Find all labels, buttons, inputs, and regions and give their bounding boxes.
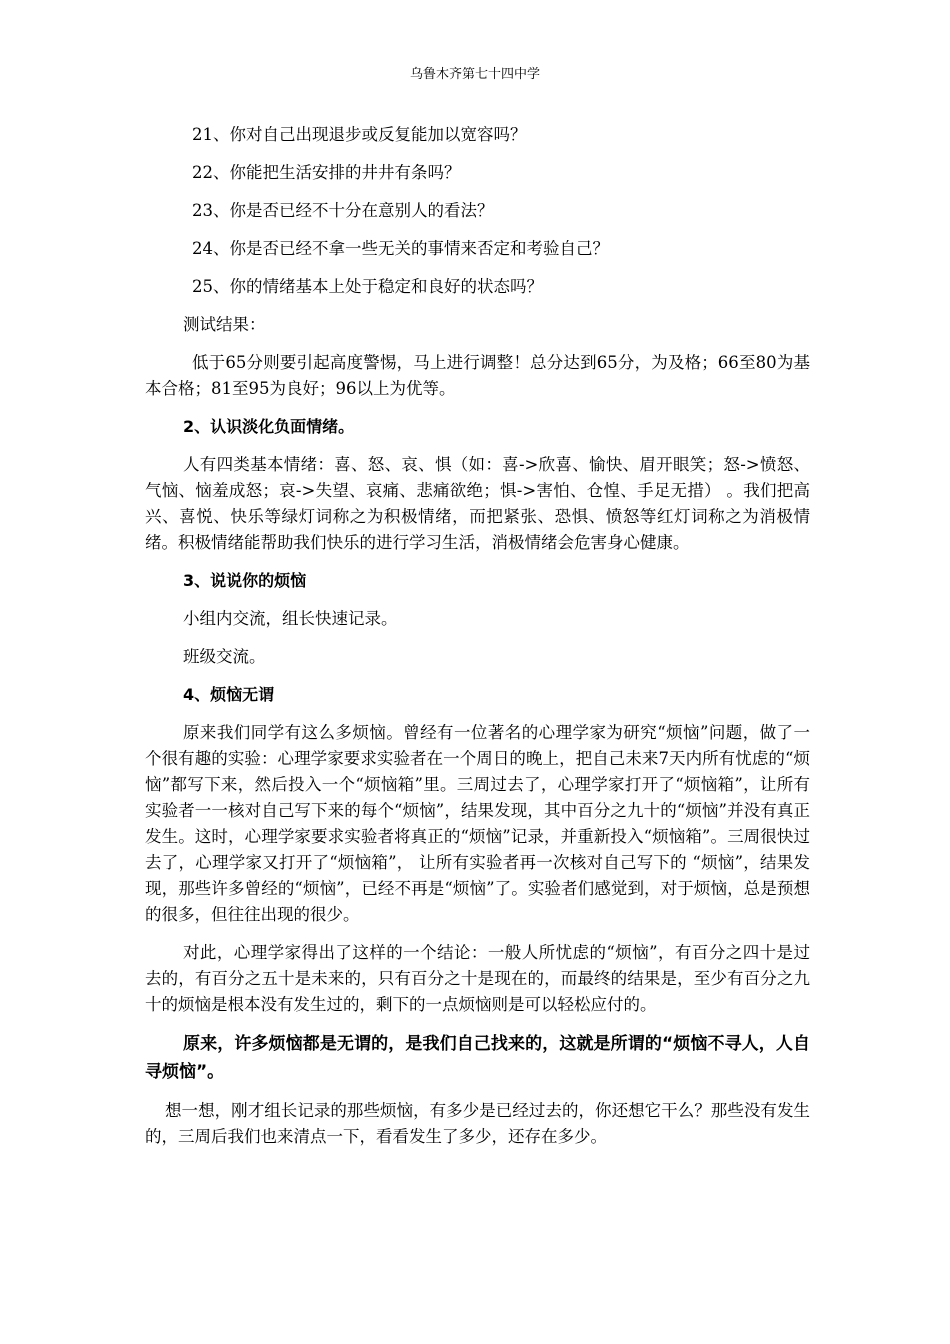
question-22: 22、你能把生活安排的井井有条吗？ bbox=[192, 163, 461, 182]
page-header: 乌鲁木齐第七十四中学 bbox=[409, 67, 540, 82]
question-21: 21、你对自己出现退步或反复能加以宽容吗？ bbox=[192, 125, 527, 144]
section-3-line-1: 小组内交流，组长快速记录。 bbox=[183, 609, 398, 628]
question-23: 23、你是否已经不十分在意别人的看法？ bbox=[192, 201, 494, 220]
test-result-text: 低于65分则要引起高度警惕，马上进行调整！总分达到65分，为及格；66至80为基本合格；81至95为良好；96以上为优等。 bbox=[145, 353, 810, 398]
section-3-line-2: 班级交流。 bbox=[183, 647, 266, 666]
section-4-bold-paragraph: 原来，许多烦恼都是无谓的，是我们自己找来的，这就是所谓的“烦恼不寻人，人自寻烦恼”。 bbox=[145, 1034, 810, 1082]
section-3-heading: 3、说说你的烦恼 bbox=[183, 571, 307, 590]
question-24: 24、你是否已经不拿一些无关的事情来否定和考验自己？ bbox=[192, 239, 609, 258]
test-result-label: 测试结果： bbox=[183, 315, 266, 334]
section-2-heading: 2、认识淡化负面情绪。 bbox=[183, 417, 355, 436]
document-body bbox=[145, 122, 810, 1162]
question-25: 25、你的情绪基本上处于稳定和良好的状态吗？ bbox=[192, 277, 543, 296]
section-2-text: 人有四类基本情绪：喜、怒、哀、惧（如：喜->欣喜、愉快、眉开眼笑；怒->愤怒、气恼、恼羞成怒；哀->失望、哀痛、悲痛欲绝；惧->害怕、仓惶、手足无措） 。我们把高兴、喜悦、快乐等绿灯词称之为积极情绪，而把紧张、恐惧、愤怒等红灯词称之为消极情绪。积极情绪能帮助我们快乐的进行学习生活，消极情绪会危害身心健康。 bbox=[145, 455, 810, 552]
section-4-paragraph-1: 原来我们同学有这么多烦恼。曾经有一位著名的心理学家为研究“烦恼”问题，做了一个很有趣的实验：心理学家要求实验者在一个周日的晚上，把自己未来7天内所有忧虑的“烦恼”都写下来，然后投入一个“烦恼箱”里。三周过去了，心理学家打开了“烦恼箱”，让所有实验者一一核对自己写下来的每个“烦恼”，结果发现，其中百分之九十的“烦恼”并没有真正发生。这时，心理学家要求实验者将真正的“烦恼”记录，并重新投入“烦恼箱”。三周很快过去了，心理学家又打开了“烦恼箱”， 让所有实验者再一次核对自己写下的 “烦恼”，结果发现，那些许多曾经的“烦恼”，已经不再是“烦恼”了。实验者们感觉到，对于烦恼，总是预想的很多，但往往出现的很少。 bbox=[145, 723, 810, 924]
section-4-paragraph-2: 对此，心理学家得出了这样的一个结论：一般人所忧虑的“烦恼”，有百分之四十是过去的，有百分之五十是未来的，只有百分之十是现在的，而最终的结果是，至少有百分之九十的烦恼是根本没有发生过的，剩下的一点烦恼则是可以轻松应付的。 bbox=[145, 943, 810, 1014]
section-4-paragraph-3: 想一想，刚才组长记录的那些烦恼，有多少是已经过去的，你还想它干么？那些没有发生的，三周后我们也来清点一下，看看发生了多少，还存在多少。 bbox=[145, 1101, 810, 1146]
section-4-heading: 4、烦恼无谓 bbox=[183, 685, 275, 704]
